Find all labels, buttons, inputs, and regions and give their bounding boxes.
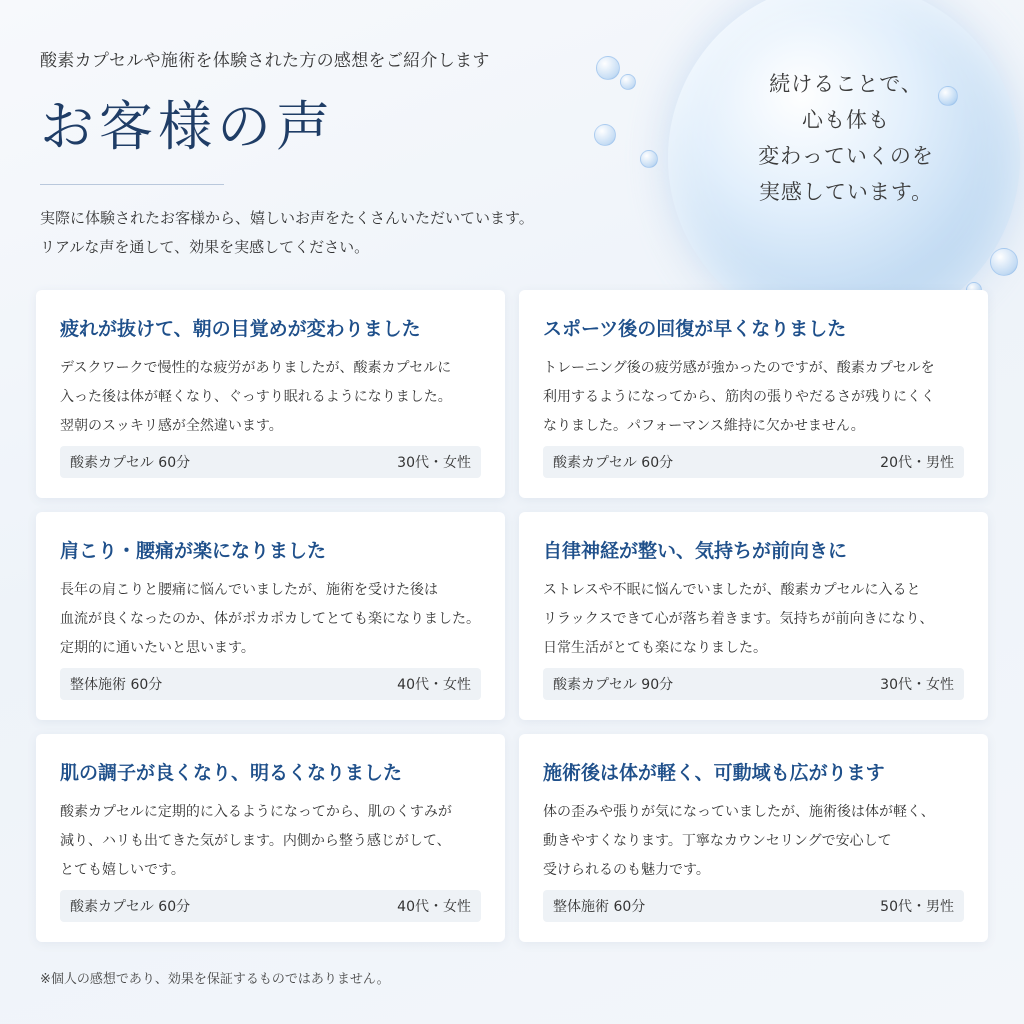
testimonial-card bbox=[519, 734, 988, 942]
testimonial-meta bbox=[60, 446, 481, 478]
testimonial-line: 翌朝のスッキリ感が全然違います。 bbox=[60, 418, 283, 434]
testimonial-line: とても嬉しいです。 bbox=[60, 862, 185, 878]
bubble-line: 心も体も bbox=[802, 108, 890, 132]
title-divider bbox=[40, 184, 224, 185]
droplet-decoration bbox=[640, 150, 658, 168]
testimonial-body bbox=[543, 576, 964, 663]
testimonial-line: 入った後は体が軽くなり、ぐっすり眠れるようになりました。 bbox=[60, 389, 452, 405]
service-label: 酸素カプセル 90分 bbox=[553, 677, 674, 693]
testimonial-card bbox=[519, 512, 988, 720]
intro-line: リアルな声を通して、効果を実感してください。 bbox=[40, 238, 370, 256]
testimonial-line: 動きやすくなります。丁寧なカウンセリングで安心して bbox=[543, 833, 892, 849]
testimonial-title: 疲れが抜けて、朝の目覚めが変わりました bbox=[60, 318, 421, 340]
testimonial-body bbox=[543, 354, 964, 441]
testimonial-line: 減り、ハリも出てきた気がします。内側から整う感じがして、 bbox=[60, 833, 451, 849]
testimonial-card bbox=[36, 512, 505, 720]
service-label: 酸素カプセル 60分 bbox=[553, 455, 674, 471]
testimonial-grid bbox=[36, 290, 988, 942]
intro-text bbox=[40, 204, 534, 262]
droplet-decoration bbox=[596, 56, 620, 80]
bubble-line: 続けることで、 bbox=[769, 72, 923, 96]
testimonial-body bbox=[543, 798, 964, 885]
testimonial-line: なりました。パフォーマンス維持に欠かせません。 bbox=[543, 418, 865, 434]
bubble-line: 実感しています。 bbox=[758, 180, 934, 204]
testimonial-line: 酸素カプセルに定期的に入るようになってから、肌のくすみが bbox=[60, 804, 452, 820]
testimonial-line: 体の歪みや張りが気になっていましたが、施術後は体が軽く、 bbox=[543, 804, 935, 820]
testimonial-line: 定期的に通いたいと思います。 bbox=[60, 640, 255, 656]
testimonial-title: 施術後は体が軽く、可動域も広がります bbox=[543, 762, 885, 784]
droplet-decoration bbox=[990, 248, 1018, 276]
testimonial-card bbox=[36, 290, 505, 498]
testimonial-card bbox=[36, 734, 505, 942]
profile-label: 20代・男性 bbox=[880, 455, 954, 471]
droplet-decoration bbox=[594, 124, 616, 146]
testimonial-line: ストレスや不眠に悩んでいましたが、酸素カプセルに入ると bbox=[543, 582, 921, 598]
testimonial-meta bbox=[543, 890, 964, 922]
service-label: 整体施術 60分 bbox=[70, 677, 163, 693]
testimonial-line: トレーニング後の疲労感が強かったのですが、酸素カプセルを bbox=[543, 360, 935, 376]
service-label: 整体施術 60分 bbox=[553, 899, 646, 915]
testimonial-meta bbox=[543, 446, 964, 478]
testimonial-card bbox=[519, 290, 988, 498]
testimonial-meta bbox=[60, 890, 481, 922]
testimonial-title: 自律神経が整い、気持ちが前向きに bbox=[543, 540, 848, 562]
testimonial-line: 長年の肩こりと腰痛に悩んでいましたが、施術を受けた後は bbox=[60, 582, 438, 598]
testimonial-title: 肩こり・腰痛が楽になりました bbox=[60, 540, 327, 562]
testimonial-title: 肌の調子が良くなり、明るくなりました bbox=[60, 762, 403, 784]
intro-line: 実際に体験されたお客様から、嬉しいお声をたくさんいただいています。 bbox=[40, 209, 534, 227]
profile-label: 30代・女性 bbox=[397, 455, 471, 471]
bubble-line: 変わっていくのを bbox=[758, 144, 934, 168]
bubble-message bbox=[728, 66, 964, 210]
testimonial-body bbox=[60, 798, 481, 885]
profile-label: 40代・女性 bbox=[397, 677, 471, 693]
droplet-decoration bbox=[620, 74, 636, 90]
testimonial-body bbox=[60, 576, 481, 663]
page-subtitle: 酸素カプセルや施術を体験された方の感想をご紹介します bbox=[40, 51, 490, 71]
disclaimer-note: ※個人の感想であり、効果を保証するものではありません。 bbox=[40, 972, 390, 987]
testimonial-meta bbox=[543, 668, 964, 700]
service-label: 酸素カプセル 60分 bbox=[70, 455, 191, 471]
service-label: 酸素カプセル 60分 bbox=[70, 899, 191, 915]
testimonial-line: 日常生活がとても楽になりました。 bbox=[543, 640, 767, 656]
testimonial-body bbox=[60, 354, 481, 441]
testimonial-line: 利用するようになってから、筋肉の張りやだるさが残りにくく bbox=[543, 389, 935, 405]
testimonial-meta bbox=[60, 668, 481, 700]
page-title: お客様の声 bbox=[40, 95, 335, 158]
profile-label: 50代・男性 bbox=[880, 899, 954, 915]
testimonial-line: デスクワークで慢性的な疲労がありましたが、酸素カプセルに bbox=[60, 360, 452, 376]
profile-label: 40代・女性 bbox=[397, 899, 471, 915]
testimonial-line: リラックスできて心が落ち着きます。気持ちが前向きになり、 bbox=[543, 611, 934, 627]
testimonial-line: 血流が良くなったのか、体がポカポカしてとても楽になりました。 bbox=[60, 611, 480, 627]
testimonial-title: スポーツ後の回復が早くなりました bbox=[543, 318, 847, 340]
testimonial-line: 受けられるのも魅力です。 bbox=[543, 862, 710, 878]
profile-label: 30代・女性 bbox=[880, 677, 954, 693]
